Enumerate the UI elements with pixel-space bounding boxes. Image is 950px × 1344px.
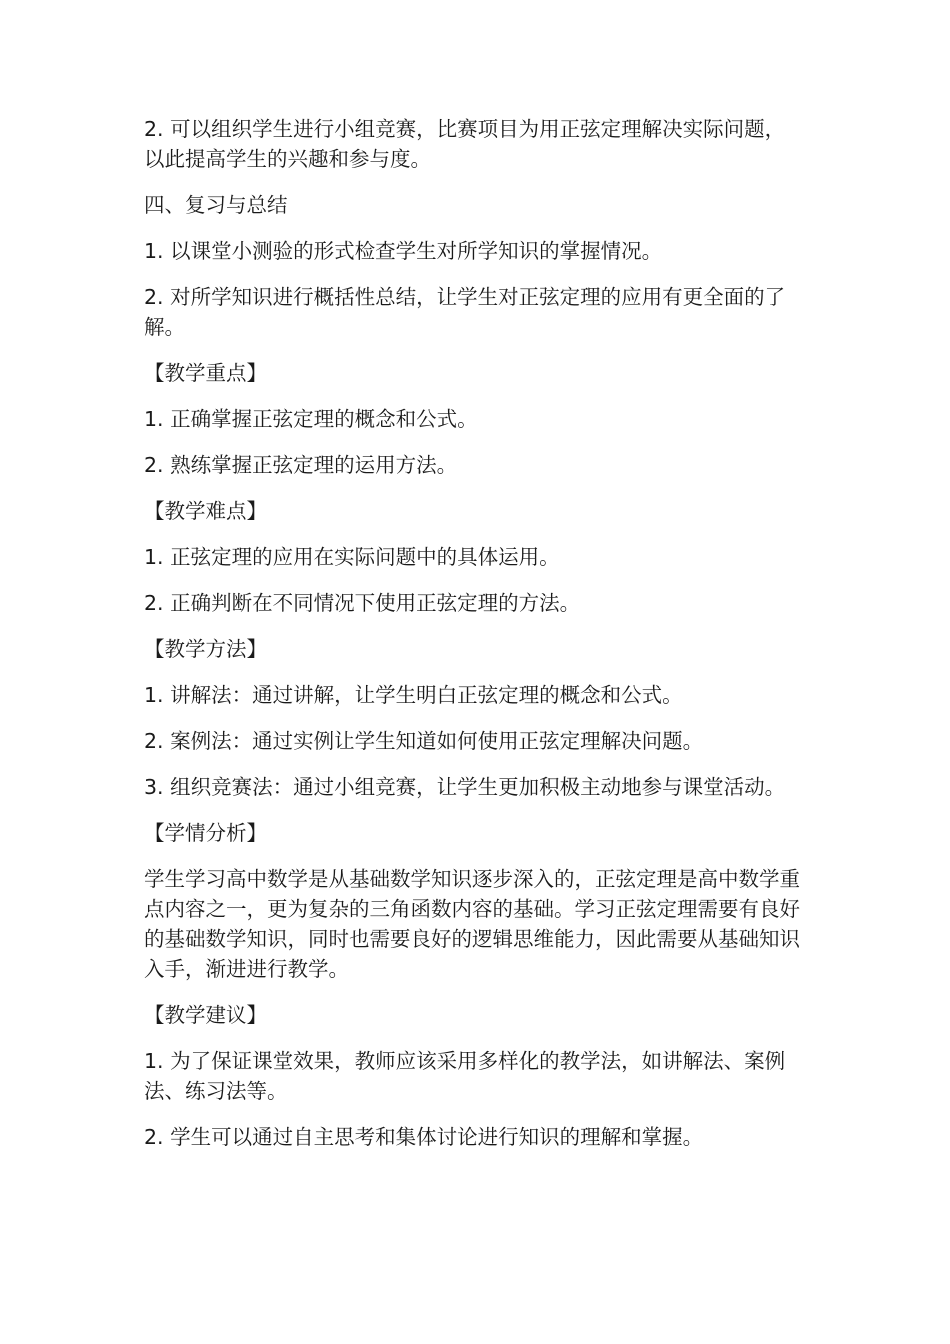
- paragraph-difficulty-2: 2. 正确判断在不同情况下使用正弦定理的方法。: [144, 591, 581, 615]
- paragraph-key-point-2: 2. 熟练掌握正弦定理的运用方法。: [144, 453, 458, 477]
- paragraph-suggestion-1: 1. 为了保证课堂效果，教师应该采用多样化的教学法，如讲解法、案例法、练习法等。: [144, 1049, 786, 1103]
- paragraph-competition-activity: 2. 可以组织学生进行小组竞赛，比赛项目为用正弦定理解决实际问题，以此提高学生的兴趣和参与度。: [144, 117, 786, 171]
- paragraph-method-3: 3. 组织竞赛法：通过小组竞赛，让学生更加积极主动地参与课堂活动。: [144, 775, 786, 799]
- paragraph-summary: 2. 对所学知识进行概括性总结，让学生对正弦定理的应用有更全面的了解。: [144, 285, 786, 339]
- paragraph-difficulty-1: 1. 正弦定理的应用在实际问题中的具体运用。: [144, 545, 560, 569]
- document-page: [144, 114, 804, 1168]
- paragraph-method-2: 2. 案例法：通过实例让学生知道如何使用正弦定理解决问题。: [144, 729, 704, 753]
- paragraph-quiz-check: 1. 以课堂小测验的形式检查学生对所学知识的掌握情况。: [144, 239, 663, 263]
- heading-difficulties: 【教学难点】: [144, 499, 267, 523]
- heading-methods: 【教学方法】: [144, 637, 267, 661]
- heading-key-points: 【教学重点】: [144, 361, 267, 385]
- paragraph-key-point-1: 1. 正确掌握正弦定理的概念和公式。: [144, 407, 478, 431]
- paragraph-method-1: 1. 讲解法：通过讲解，让学生明白正弦定理的概念和公式。: [144, 683, 683, 707]
- heading-learner-analysis: 【学情分析】: [144, 821, 267, 845]
- paragraph-learner-analysis: 学生学习高中数学是从基础数学知识逐步深入的，正弦定理是高中数学重点内容之一，更为复杂的三角函数内容的基础。学习正弦定理需要有良好的基础数学知识，同时也需要良好的逻辑思维能力，因此需要从基础知识入手，渐进进行教学。: [144, 867, 800, 981]
- heading-suggestions: 【教学建议】: [144, 1003, 267, 1027]
- paragraph-suggestion-2: 2. 学生可以通过自主思考和集体讨论进行知识的理解和掌握。: [144, 1125, 704, 1149]
- heading-review-summary: 四、复习与总结: [144, 193, 288, 217]
